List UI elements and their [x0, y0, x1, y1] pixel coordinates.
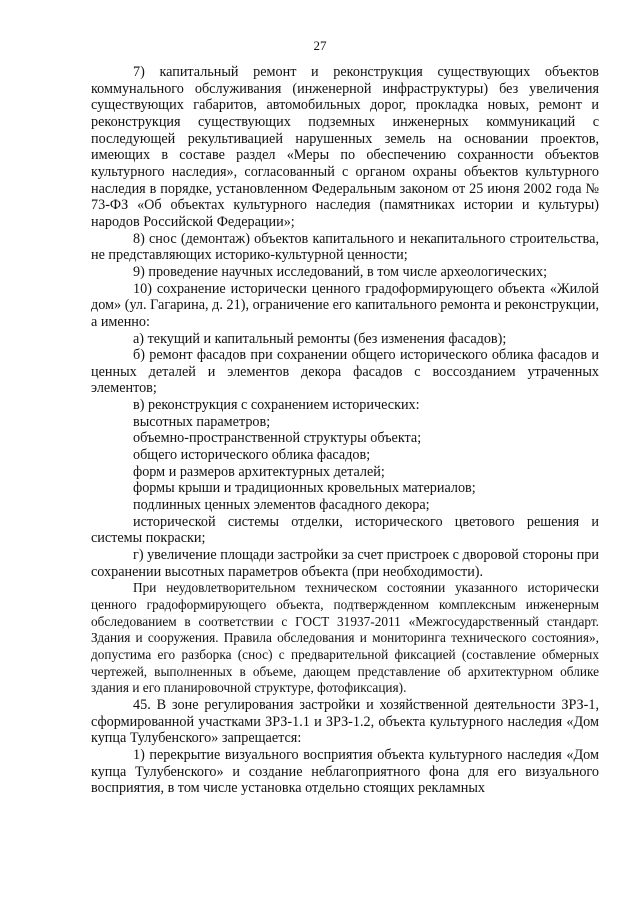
paragraph: исторической системы отделки, исторического цветового решения и системы покраски;	[91, 513, 599, 547]
paragraph: 10) сохранение исторически ценного градоформирующего объекта «Жилой дом» (ул. Гагарина, д. 21), ограничение его капитального ремонта и реконструкции, а именно:	[91, 280, 599, 330]
paragraph: При неудовлетворительном техническом состоянии указанного исторически ценного градоформирующего объекта, подтвержденном комплексным инженерным обследованием в соответствии с ГОСТ 31937-2011 «Межгосударственный стандарт. Здания и сооружения. Правила обследования и мониторинга технического состояния», допустима его разборка (снос) с предварительной фиксацией (составление обмерных чертежей, выполненных в объеме, дающем представление об архитектурном облике здания и его планировочной структуре, фотофиксация).	[91, 580, 599, 696]
paragraph: подлинных ценных элементов фасадного декора;	[133, 497, 430, 514]
paragraph: 8) снос (демонтаж) объектов капитального и некапитального строительства, не представляющих историко-культурной ценности;	[91, 230, 599, 264]
paragraph: 1) перекрытие визуального восприятия объекта культурного наследия «Дом купца Тулубенского» и создание неблагоприятного фона для его визуального восприятия, в том числе установка отдельно стоящих рекламных	[91, 746, 599, 797]
paragraph: в) реконструкция с сохранением исторических:	[133, 397, 420, 414]
paragraph: объемно-пространственной структуры объекта;	[133, 430, 422, 447]
paragraph: г) увеличение площади застройки за счет пристроек с дворовой стороны при сохранении высотных параметров объекта (при необходимости).	[91, 547, 599, 580]
paragraph: а) текущий и капитальный ремонты (без изменения фасадов);	[133, 330, 507, 347]
document-body	[91, 64, 599, 797]
paragraph: 7) капитальный ремонт и реконструкция существующих объектов коммунального обслуживания (инженерной инфраструктуры) без увеличения существующих габаритов, автомобильных дорог, прокладка новых, ремонт и реконструкция существующих подземных инженерных коммуникаций с последующей рекультивацией нарушенных земель на основании проектов, имеющих в составе раздел «Меры по обеспечению сохранности объектов культурного наследия», согласованный с органом охраны объектов культурного наследия в порядке, установленном Федеральным законом от 25 июня 2002 года № 73-ФЗ «Об объектах культурного наследия (памятниках истории и культуры) народов Российской Федерации»;	[91, 64, 599, 230]
page-number: 27	[313, 38, 327, 53]
paragraph: общего исторического облика фасадов;	[133, 447, 371, 464]
paragraph: формы крыши и традиционных кровельных материалов;	[133, 480, 476, 497]
paragraph: форм и размеров архитектурных деталей;	[133, 463, 385, 480]
paragraph: высотных параметров;	[133, 413, 271, 430]
paragraph: 9) проведение научных исследований, в том числе археологических;	[133, 263, 548, 280]
paragraph: 45. В зоне регулирования застройки и хозяйственной деятельности ЗРЗ-1, сформированной участками ЗРЗ-1.1 и ЗРЗ-1.2, объекта культурного наследия «Дом купца Тулубенского» запрещается:	[91, 696, 599, 747]
paragraph: б) ремонт фасадов при сохранении общего исторического облика фасадов и ценных деталей и элементов декора фасадов с воссозданием утраченных элементов;	[91, 347, 599, 397]
